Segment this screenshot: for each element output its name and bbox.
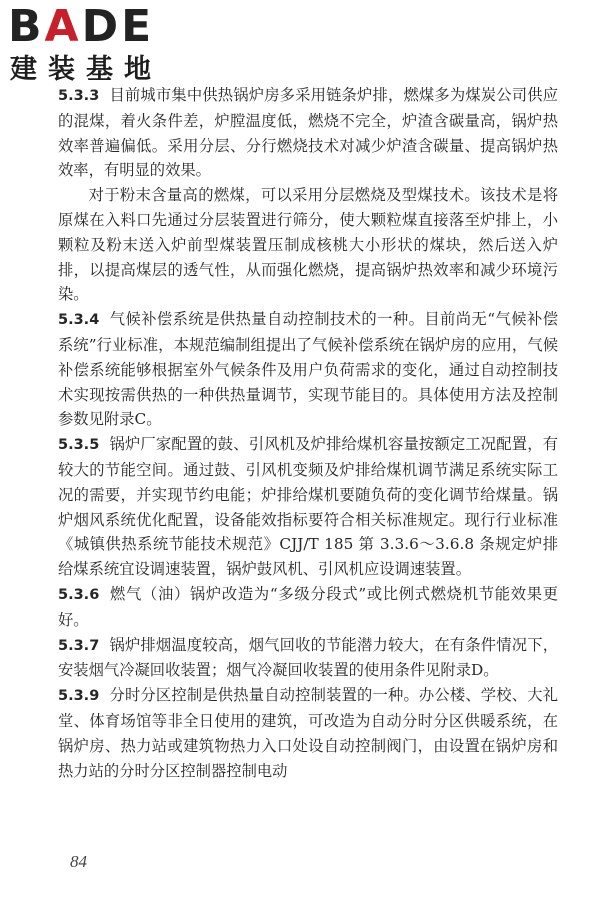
page-number: 84 (70, 852, 87, 871)
paragraph-5-3-4 (58, 307, 558, 432)
paragraph-5-3-3 (58, 83, 558, 183)
paragraph-text: 锅炉排烟温度较高，烟气回收的节能潜力较大，在有条件情况下，安装烟气冷凝回收装置；烟气冷凝回收装置的使用条件见附录D。 (58, 635, 558, 680)
document-body (58, 83, 558, 783)
section-number: 5.3.3 (58, 88, 100, 104)
paragraph-text: 锅炉厂家配置的鼓、引风机及炉排给煤机容量按额定工况配置，有较大的节能空间。通过鼓、引风机变频及炉排给煤机调节满足系统实际工况的需要，并实现节约电能；炉排给煤机要随负荷的变化调节给煤量。锅炉烟风系统优化配置，设备能效指标要符合相关标准规定。现行行业标准《城镇供热系统节能技术规范》CJJ/T 185 第 3.3.6～3.6.8 条规定炉排给煤系统宜设调速装置，锅炉鼓风机、引风机应设调速装置。 (58, 435, 558, 579)
logo (8, 2, 183, 90)
paragraph-5-3-5 (58, 432, 558, 582)
section-number: 5.3.4 (58, 312, 100, 329)
paragraph-5-3-3-continued (58, 183, 558, 307)
section-number: 5.3.9 (58, 688, 100, 705)
paragraph-text: 目前城市集中供热锅炉房多采用链条炉排，燃煤多为煤炭公司供应的混煤，着火条件差，炉膛温度低，燃烧不完全，炉渣含碳量高，锅炉热效率普遍偏低。采用分层、分行燃烧技术对减少炉渣含碳量、提高锅炉热效率，有明显的效果。 (58, 86, 558, 180)
logo-wordmark (8, 2, 154, 52)
paragraph-text: 气候补偿系统是供热量自动控制技术的一种。目前尚无“气候补偿系统”行业标准，本规范编制组提出了气候补偿系统在锅炉房的应用，气候补偿系统能够根据室外气候条件及用户负荷需求的变化，通过自动控制技术实现按需供热的一种供热量调节，实现节能目的。具体使用方法及控制参数见附录C。 (58, 310, 558, 429)
logo-letter-b: B (8, 1, 45, 52)
paragraph-text: 分时分区控制是供热量自动控制装置的一种。办公楼、学校、大礼堂、体育场馆等非全日使用的建筑，可改造为自动分时分区供暖系统，在锅炉房、热力站或建筑物热力入口处设自动控制阀门，由设置在锅炉房和热力站的分时分区控制器控制电动 (58, 686, 558, 780)
logo-subtitle: 建装基地 (10, 54, 162, 85)
paragraph-5-3-7 (58, 633, 558, 684)
paragraph-text: 对于粉末含量高的燃煤，可以采用分层燃烧及型煤技术。该技术是将原煤在入料口先通过分层装置进行筛分，使大颗粒煤直接落至炉排上，小颗粒及粉末送入炉前型煤装置压制成核桃大小形状的煤块，然后送入炉排，以提高煤层的透气性，从而强化燃烧，提高锅炉热效率和减少环境污染。 (58, 186, 558, 304)
logo-letters-de: DE (81, 1, 155, 52)
logo-letter-a-accent: A (44, 1, 82, 52)
paragraph-5-3-9 (58, 683, 558, 783)
paragraph-text: 燃气（油）锅炉改造为“多级分段式”或比例式燃烧机节能效果更好。 (58, 584, 558, 629)
paragraph-5-3-6 (58, 582, 558, 633)
section-number: 5.3.5 (58, 437, 100, 454)
section-number: 5.3.6 (58, 586, 100, 603)
section-number: 5.3.7 (58, 637, 100, 654)
